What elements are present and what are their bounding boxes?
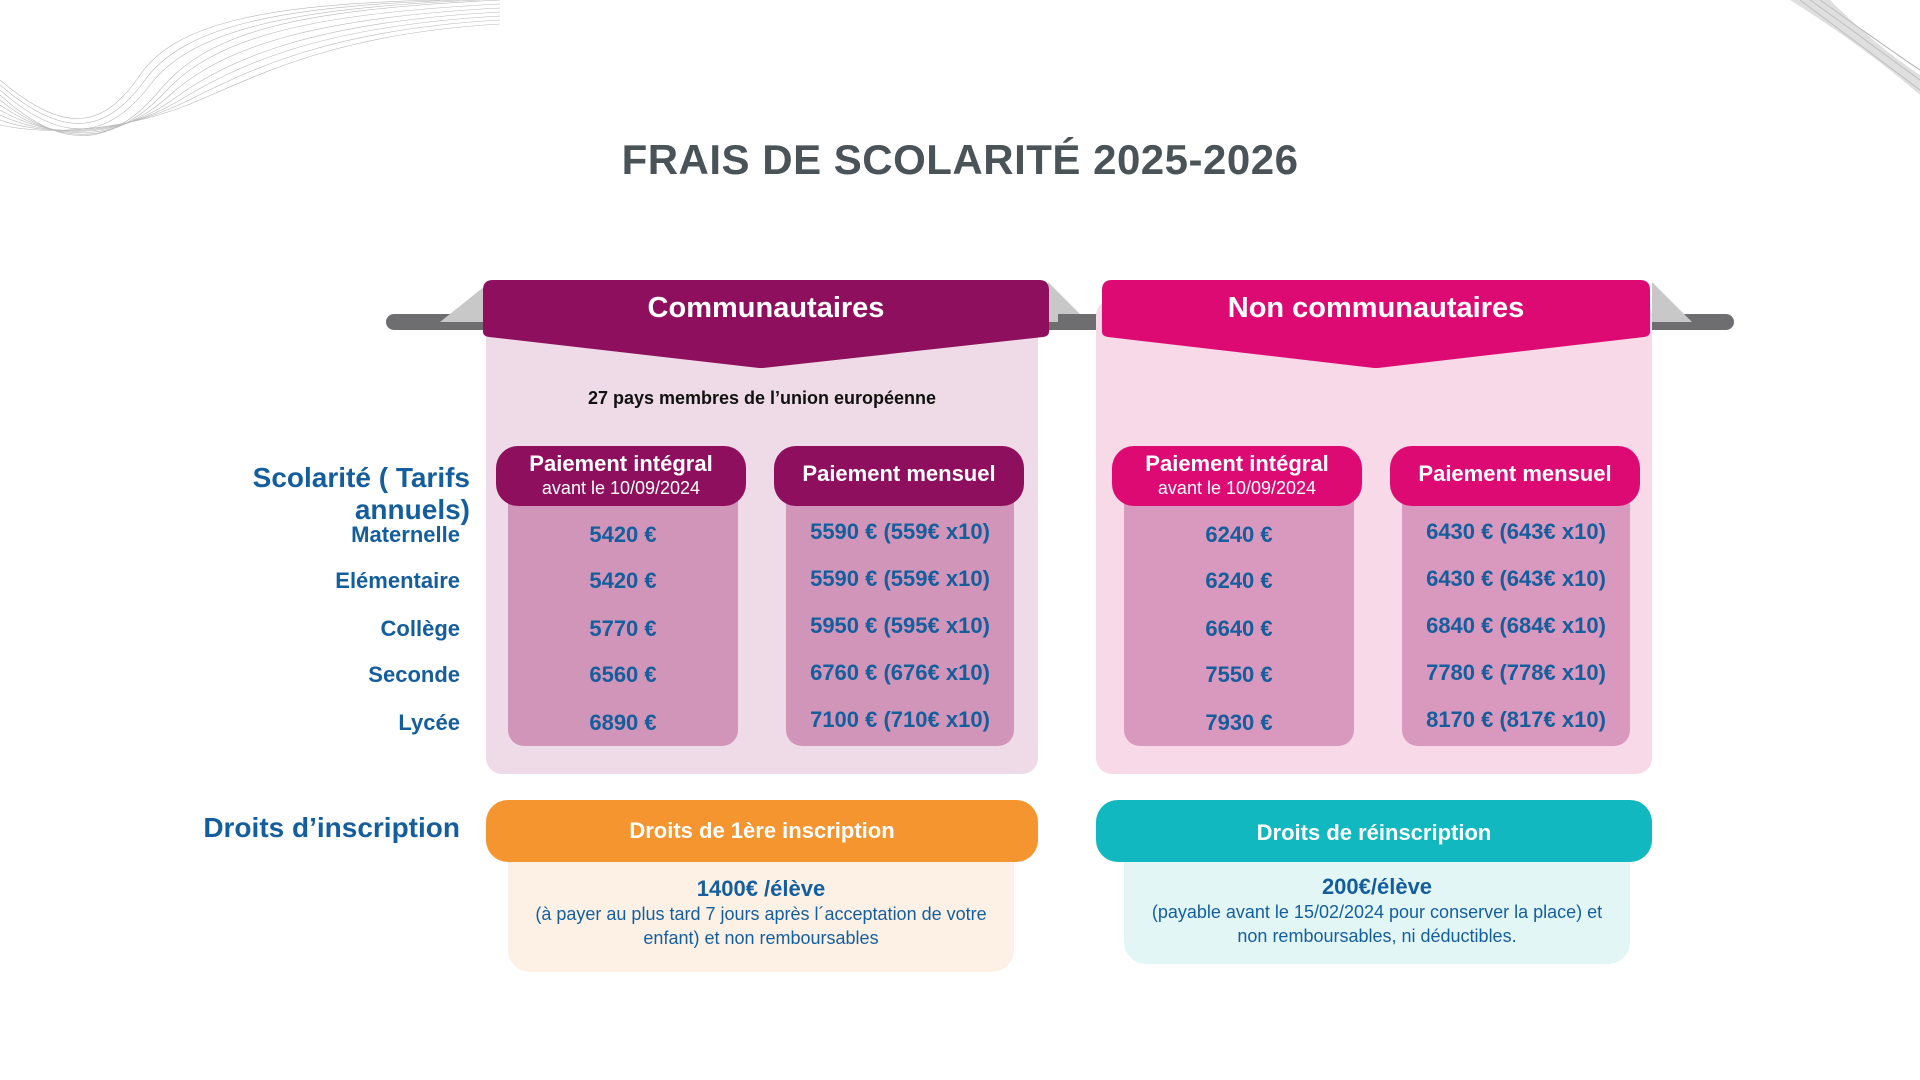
value-cell: 6430 € (643€ x10) [1426, 566, 1606, 591]
row-label-maternelle: Maternelle [351, 522, 460, 547]
value-cell: 6240 € [1205, 568, 1273, 593]
value-cell: 6560 € [589, 662, 657, 687]
first-registration-amount: 1400€ /élève [696, 876, 826, 901]
reregistration-details [1124, 852, 1630, 964]
non-communautaires-integral-header [1112, 446, 1362, 506]
rail-accent-right [1652, 282, 1692, 322]
value-cell: 5590 € (559€ x10) [810, 519, 990, 544]
value-cell: 8170 € (817€ x10) [1426, 707, 1606, 732]
row-label-seconde: Seconde [368, 662, 460, 687]
non-communautaires-mensuel-header [1390, 446, 1640, 506]
non-communautaires-title: Non communautaires [1227, 292, 1525, 324]
reregistration-label: Droits de réinscription [1256, 820, 1492, 845]
communautaires-mensuel-header [774, 446, 1024, 506]
row-label-college: Collège [380, 616, 460, 641]
value-cell: 6240 € [1205, 522, 1273, 547]
reregistration-header [1096, 800, 1652, 862]
non-communautaires-mensuel-column [1402, 496, 1630, 746]
row-label-elementaire: Elémentaire [335, 568, 460, 593]
communautaires-integral-header [496, 446, 746, 506]
non-communautaires-header [1102, 280, 1650, 340]
communautaires-subtitle: 27 pays membres de l’union européenne [587, 388, 937, 408]
value-cell: 5770 € [589, 616, 657, 641]
value-cell: 5420 € [589, 568, 657, 593]
integral-label: Paiement intégral [529, 451, 713, 476]
value-cell: 7550 € [1205, 662, 1273, 687]
communautaires-header [483, 280, 1049, 340]
wave-decoration-right [1790, 0, 1920, 100]
communautaires-title: Communautaires [647, 292, 885, 324]
first-registration-label: Droits de 1ère inscription [629, 818, 895, 843]
non-communautaires-integral-column [1124, 496, 1354, 746]
integral-sublabel: avant le 10/09/2024 [541, 478, 701, 498]
value-cell: 6430 € (643€ x10) [1426, 519, 1606, 544]
first-registration-note: (à payer au plus tard 7 jours après l´acceptation de votre enfant) et non remboursables [535, 904, 987, 948]
value-cell: 6760 € (676€ x10) [810, 660, 990, 685]
page-title: FRAIS DE SCOLARITÉ 2025-2026 [621, 136, 1299, 183]
first-registration-header [486, 800, 1038, 862]
value-cell: 6640 € [1205, 616, 1273, 641]
row-label-lycee: Lycée [398, 710, 460, 735]
registration-section-label: Droits d’inscription [203, 812, 460, 843]
communautaires-integral-column [508, 496, 738, 746]
row-labels [160, 0, 460, 1080]
tuition-section-label: Scolarité ( Tarifs annuels) [252, 462, 470, 525]
integral-label: Paiement intégral [1145, 451, 1329, 476]
value-cell: 6890 € [589, 710, 657, 735]
value-cell: 7780 € (778€ x10) [1426, 660, 1606, 685]
value-cell: 7100 € (710€ x10) [810, 707, 990, 732]
value-cell: 5420 € [589, 522, 657, 547]
reregistration-note: (payable avant le 15/02/2024 pour conserver la place) et non remboursables, ni déductibles. [1151, 902, 1603, 946]
mensuel-label: Paiement mensuel [1418, 461, 1612, 486]
mensuel-label: Paiement mensuel [802, 461, 996, 486]
value-cell: 7930 € [1205, 710, 1273, 735]
value-cell: 5950 € (595€ x10) [810, 613, 990, 638]
communautaires-mensuel-column [786, 496, 1014, 746]
first-registration-details [508, 852, 1014, 972]
value-cell: 5590 € (559€ x10) [810, 566, 990, 591]
value-cell: 6840 € (684€ x10) [1426, 613, 1606, 638]
reregistration-amount: 200€/élève [1321, 874, 1433, 899]
integral-sublabel: avant le 10/09/2024 [1157, 478, 1317, 498]
